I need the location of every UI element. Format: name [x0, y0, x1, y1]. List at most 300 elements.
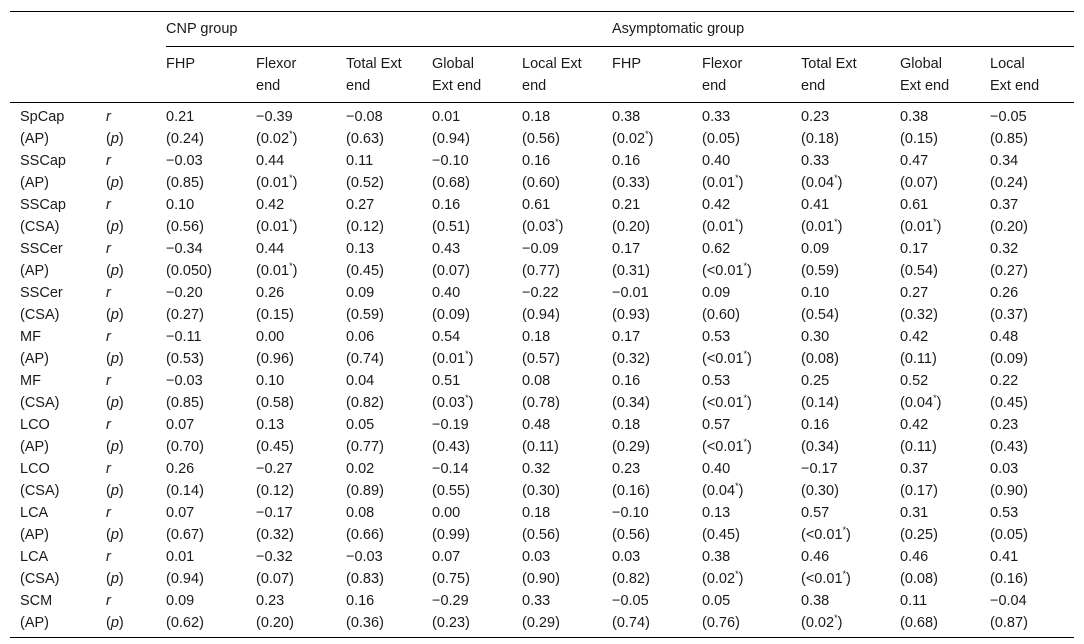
- cell-value: (0.14: [166, 483, 200, 499]
- table-cell: [801, 326, 900, 348]
- cell-value: (0.07: [900, 175, 934, 191]
- cell-value: 0.32: [990, 241, 1019, 257]
- paren-close: ): [118, 483, 124, 499]
- cell-value: 0.26: [990, 285, 1019, 301]
- cell-value: 0.09: [702, 285, 731, 301]
- table-cell: [801, 392, 900, 414]
- table-cell: [990, 370, 1074, 392]
- table-cell: [522, 348, 612, 370]
- paren-close: ): [379, 219, 384, 235]
- cell-value: 0.37: [900, 461, 929, 477]
- table-row-r: [10, 150, 1074, 172]
- table-row-r: [10, 370, 1074, 392]
- table-cell: [612, 260, 702, 282]
- paren-close: ): [555, 351, 560, 367]
- cell-value: 0.53: [702, 329, 731, 345]
- paren-close: ): [834, 439, 839, 455]
- table-cell: [166, 194, 256, 216]
- paren-close: ): [933, 307, 938, 323]
- cell-value: 0.07: [166, 505, 195, 521]
- cell-value: 0.33: [801, 153, 830, 169]
- paren-close: ): [645, 395, 650, 411]
- table-cell: [346, 568, 432, 590]
- cell-value: 0.08: [346, 505, 375, 521]
- table-cell: [346, 392, 432, 414]
- stat-label-r: r: [106, 593, 111, 609]
- table-cell: [432, 392, 522, 414]
- cell-value: (0.32: [900, 307, 934, 323]
- paren-close: ): [292, 175, 298, 191]
- stat-symbol-p: p: [110, 219, 119, 235]
- column-header: [702, 47, 801, 103]
- cell-value: (0.54: [801, 307, 835, 323]
- stat-label-p: [106, 524, 166, 546]
- paren-close: ): [846, 527, 851, 543]
- table-cell: [166, 568, 256, 590]
- cell-value: (0.23: [432, 615, 466, 631]
- cell-value: 0.33: [522, 593, 551, 609]
- table-cell: [346, 436, 432, 458]
- cell-value: (0.02: [612, 131, 646, 147]
- cell-value: 0.31: [900, 505, 929, 521]
- table-cell: [612, 414, 702, 436]
- table-cell: [801, 150, 900, 172]
- table-cell: [702, 282, 801, 304]
- cell-value: (0.70: [166, 439, 200, 455]
- table-row-p: [10, 568, 1074, 590]
- stat-label-p: [106, 392, 166, 414]
- measure-label: (AP): [20, 263, 49, 279]
- paren-close: ): [837, 175, 843, 191]
- paren-close: ): [465, 263, 470, 279]
- table-cell: [522, 150, 612, 172]
- table-cell: [256, 238, 346, 260]
- table-cell: [900, 238, 990, 260]
- paren-close: ): [118, 615, 124, 631]
- stat-label-p: [106, 568, 166, 590]
- paren-close: ): [645, 439, 650, 455]
- cell-value: −0.11: [166, 329, 202, 345]
- cell-value: 0.37: [990, 197, 1019, 213]
- table-cell: [612, 480, 702, 502]
- cell-value: (0.27: [166, 307, 200, 323]
- cell-value: (0.75: [432, 571, 466, 587]
- table-cell: [256, 546, 346, 568]
- table-cell: [900, 282, 990, 304]
- cell-value: (0.43: [990, 439, 1024, 455]
- table-cell: [346, 348, 432, 370]
- significance-mark: *: [289, 261, 293, 272]
- cell-value: (<0.01: [801, 527, 843, 543]
- paren-close: ): [199, 395, 204, 411]
- paren-close: ): [555, 175, 560, 191]
- column-header-line: Ext end: [900, 78, 950, 94]
- significance-mark: *: [735, 481, 739, 492]
- table-cell: [900, 392, 990, 414]
- cell-value: 0.16: [432, 197, 461, 213]
- cell-value: 0.08: [522, 373, 551, 389]
- muscle-label: SSCap: [20, 153, 66, 169]
- cell-value: (0.20: [990, 219, 1024, 235]
- cell-value: (0.63: [346, 131, 380, 147]
- table-cell: [346, 502, 432, 524]
- paren-close: ): [933, 527, 938, 543]
- stat-symbol-p: p: [110, 439, 119, 455]
- column-header: [612, 47, 702, 103]
- table-cell: [522, 458, 612, 480]
- cell-value: (0.29: [522, 615, 556, 631]
- cell-value: (0.04: [801, 175, 835, 191]
- paren-close: ): [645, 219, 650, 235]
- column-header: [990, 47, 1074, 103]
- paren-close: ): [645, 351, 650, 367]
- cell-value: (0.82: [612, 571, 646, 587]
- table-cell: [346, 282, 432, 304]
- paren-close: ): [118, 307, 124, 323]
- cell-value: (0.01: [432, 351, 466, 367]
- table-cell: [990, 172, 1074, 194]
- measure-label: (CSA): [20, 219, 60, 235]
- table-cell: [166, 216, 256, 238]
- paren-close: ): [118, 571, 124, 587]
- measure-label: (CSA): [20, 307, 60, 323]
- cell-value: −0.05: [990, 109, 1027, 125]
- paren-close: ): [735, 615, 740, 631]
- cell-value: −0.17: [801, 461, 838, 477]
- table-cell: [522, 546, 612, 568]
- cell-value: −0.09: [522, 241, 559, 257]
- cell-value: 0.57: [702, 417, 731, 433]
- cell-value: (0.56: [612, 527, 646, 543]
- table-cell: [801, 524, 900, 546]
- cell-value: (0.04: [900, 395, 934, 411]
- cell-value: (0.27: [990, 263, 1024, 279]
- paren-close: ): [118, 175, 124, 191]
- table-cell: [702, 326, 801, 348]
- paren-close: ): [735, 527, 740, 543]
- table-cell: [256, 524, 346, 546]
- paren-close: ): [1023, 219, 1028, 235]
- table-cell: [801, 546, 900, 568]
- table-cell: [166, 326, 256, 348]
- cell-value: (0.67: [166, 527, 200, 543]
- paren-close: ): [1023, 571, 1028, 587]
- table-cell: [166, 128, 256, 150]
- significance-mark: *: [743, 393, 748, 404]
- muscle-label: LCO: [20, 417, 50, 433]
- cell-value: −0.01: [612, 285, 649, 301]
- cell-value: (0.04: [702, 483, 736, 499]
- cell-value: 0.18: [612, 417, 641, 433]
- cell-value: 0.11: [900, 593, 928, 609]
- table-row-r: [10, 458, 1074, 480]
- table-cell: [432, 150, 522, 172]
- table-cell: [432, 304, 522, 326]
- cell-value: (0.85: [166, 175, 200, 191]
- cell-value: (0.82: [346, 395, 380, 411]
- table-cell: [612, 304, 702, 326]
- stat-label-p: [106, 436, 166, 458]
- table-cell: [900, 568, 990, 590]
- table-cell: [166, 282, 256, 304]
- cell-value: 0.47: [900, 153, 929, 169]
- paren-close: ): [468, 395, 474, 411]
- paren-close: ): [199, 131, 204, 147]
- muscle-label: SSCer: [20, 285, 63, 301]
- cell-value: −0.10: [612, 505, 649, 521]
- column-header: [346, 47, 432, 103]
- table-cell: [900, 590, 990, 612]
- table-cell: [900, 524, 990, 546]
- paren-close: ): [747, 395, 752, 411]
- table-cell: [612, 524, 702, 546]
- cell-value: (0.07: [432, 263, 466, 279]
- table-cell: [522, 304, 612, 326]
- table-cell: [900, 612, 990, 638]
- table-cell: [432, 103, 522, 129]
- paren-close: ): [379, 483, 384, 499]
- paren-close: ): [834, 131, 839, 147]
- table-cell: [990, 216, 1074, 238]
- table-cell: [432, 568, 522, 590]
- column-header-line: Flexor: [702, 56, 743, 72]
- table-cell: [522, 502, 612, 524]
- table-row-r: [10, 194, 1074, 216]
- table-cell: [256, 612, 346, 638]
- cell-value: −0.29: [432, 593, 469, 609]
- cell-value: (0.09: [990, 351, 1024, 367]
- muscle-label: SCM: [20, 593, 53, 609]
- paren-close: ): [933, 615, 938, 631]
- measure-label: (CSA): [20, 571, 60, 587]
- paren-close: ): [1023, 439, 1028, 455]
- cell-value: 0.09: [346, 285, 375, 301]
- table-row-p: [10, 304, 1074, 326]
- cell-value: −0.19: [432, 417, 469, 433]
- table-cell: [801, 502, 900, 524]
- cell-value: 0.46: [801, 549, 830, 565]
- table-cell: [346, 260, 432, 282]
- table-row-r: [10, 103, 1074, 129]
- cell-value: 0.42: [900, 417, 929, 433]
- table-cell: [990, 304, 1074, 326]
- table-cell: [166, 414, 256, 436]
- cell-value: (<0.01: [702, 439, 744, 455]
- cell-value: (0.57: [522, 351, 556, 367]
- cell-value: (0.77: [346, 439, 380, 455]
- paren-close: ): [199, 175, 204, 191]
- table-cell: [522, 128, 612, 150]
- cell-value: −0.39: [256, 109, 293, 125]
- paren-close: ): [834, 307, 839, 323]
- table-cell: [990, 568, 1074, 590]
- paren-close: ): [834, 483, 839, 499]
- cell-value: (0.53: [166, 351, 200, 367]
- stat-symbol-p: p: [110, 263, 119, 279]
- stat-label-r: r: [106, 109, 111, 125]
- paren-close: ): [735, 307, 740, 323]
- table-cell: [612, 326, 702, 348]
- paren-close: ): [645, 483, 650, 499]
- group-header-row: [10, 12, 1074, 47]
- cell-value: 0.00: [256, 329, 285, 345]
- cell-value: (0.02: [801, 615, 835, 631]
- stat-label-p: [106, 172, 166, 194]
- significance-mark: *: [834, 173, 838, 184]
- table-cell: [801, 260, 900, 282]
- table-cell: [346, 103, 432, 129]
- muscle-label: LCA: [20, 549, 49, 565]
- table-row-p: [10, 612, 1074, 638]
- significance-mark: *: [743, 437, 748, 448]
- table-cell: [801, 370, 900, 392]
- cell-value: (0.74: [346, 351, 380, 367]
- cell-value: (0.87: [990, 615, 1024, 631]
- cell-value: 0.03: [990, 461, 1019, 477]
- table-cell: [166, 392, 256, 414]
- cell-value: (0.30: [522, 483, 556, 499]
- significance-mark: *: [289, 217, 293, 228]
- table-cell: [166, 436, 256, 458]
- paren-close: ): [1023, 615, 1028, 631]
- table-row-p: [10, 480, 1074, 502]
- table-cell: [432, 348, 522, 370]
- cell-value: (0.01: [702, 219, 736, 235]
- cell-value: 0.53: [702, 373, 731, 389]
- paren-close: ): [289, 351, 294, 367]
- table-cell: [346, 216, 432, 238]
- table-cell: [346, 304, 432, 326]
- cell-value: (0.45: [256, 439, 290, 455]
- stat-label-p: [106, 216, 166, 238]
- significance-mark: *: [834, 613, 838, 624]
- column-header: [801, 47, 900, 103]
- paren-close: ): [379, 439, 384, 455]
- cell-value: (0.45: [702, 527, 736, 543]
- table-cell: [990, 194, 1074, 216]
- table-row-p: [10, 524, 1074, 546]
- significance-mark: *: [743, 261, 748, 272]
- cell-value: 0.34: [990, 153, 1019, 169]
- cell-value: (0.03: [522, 219, 556, 235]
- cell-value: 0.40: [702, 153, 731, 169]
- table-cell: [432, 370, 522, 392]
- cell-value: (0.90: [522, 571, 556, 587]
- stat-label-r: r: [106, 461, 111, 477]
- stat-label-p: [106, 260, 166, 282]
- table-row-r: [10, 282, 1074, 304]
- table-cell: [432, 326, 522, 348]
- column-header-line: end: [256, 78, 281, 94]
- paren-close: ): [465, 131, 470, 147]
- table-cell: [432, 436, 522, 458]
- cell-value: 0.33: [702, 109, 731, 125]
- table-cell: [801, 304, 900, 326]
- correlation-table: [10, 11, 1074, 638]
- cell-value: 0.17: [612, 241, 641, 257]
- table-cell: [801, 612, 900, 638]
- paren-open: (: [106, 263, 111, 279]
- table-cell: [432, 260, 522, 282]
- cell-value: 0.16: [801, 417, 830, 433]
- table-cell: [702, 392, 801, 414]
- paren-close: ): [118, 131, 124, 147]
- cell-value: (0.56: [166, 219, 200, 235]
- paren-close: ): [1023, 527, 1028, 543]
- cell-value: 0.27: [346, 197, 375, 213]
- table-cell: [990, 128, 1074, 150]
- cell-value: 0.11: [346, 153, 374, 169]
- cell-value: (0.32: [256, 527, 290, 543]
- cell-value: (0.54: [900, 263, 934, 279]
- stat-symbol-p: p: [110, 175, 119, 191]
- header-blank: [106, 12, 166, 47]
- paren-close: ): [379, 571, 384, 587]
- table-cell: [702, 304, 801, 326]
- cell-value: 0.07: [432, 549, 461, 565]
- cell-value: −0.27: [256, 461, 293, 477]
- table-cell: [612, 150, 702, 172]
- muscle-label: LCO: [20, 461, 50, 477]
- cell-value: 0.27: [900, 285, 929, 301]
- table-cell: [702, 128, 801, 150]
- cell-value: (0.18: [801, 131, 835, 147]
- cell-value: (0.29: [612, 439, 646, 455]
- paren-close: ): [645, 175, 650, 191]
- table-cell: [702, 370, 801, 392]
- table-cell: [702, 524, 801, 546]
- significance-mark: *: [289, 129, 293, 140]
- table-cell: [432, 480, 522, 502]
- paren-close: ): [289, 483, 294, 499]
- cell-value: (0.43: [432, 439, 466, 455]
- cell-value: 0.44: [256, 153, 285, 169]
- table-cell: [166, 238, 256, 260]
- table-cell: [990, 458, 1074, 480]
- paren-close: ): [118, 395, 124, 411]
- paren-close: ): [468, 351, 474, 367]
- table-cell: [346, 194, 432, 216]
- column-header-line: end: [801, 78, 826, 94]
- table-cell: [702, 194, 801, 216]
- table-cell: [346, 128, 432, 150]
- cell-value: (0.45: [990, 395, 1024, 411]
- cell-value: (0.56: [522, 131, 556, 147]
- cell-value: (0.32: [612, 351, 646, 367]
- table-cell: [612, 436, 702, 458]
- paren-close: ): [379, 351, 384, 367]
- stat-label-p: [106, 480, 166, 502]
- table-cell: [256, 282, 346, 304]
- paren-close: ): [379, 175, 384, 191]
- table-row-p: [10, 392, 1074, 414]
- table-cell: [432, 216, 522, 238]
- cell-value: 0.54: [432, 329, 461, 345]
- column-header-row: [10, 47, 1074, 103]
- paren-open: (: [106, 219, 111, 235]
- paren-close: ): [834, 395, 839, 411]
- header-blank: [10, 47, 106, 103]
- column-header-line: FHP: [612, 56, 641, 72]
- table-cell: [801, 436, 900, 458]
- cell-value: (0.58: [256, 395, 290, 411]
- significance-mark: *: [735, 217, 739, 228]
- table-cell: [432, 502, 522, 524]
- paren-close: ): [199, 615, 204, 631]
- paren-close: ): [936, 395, 942, 411]
- table-cell: [432, 524, 522, 546]
- cell-value: 0.17: [900, 241, 929, 257]
